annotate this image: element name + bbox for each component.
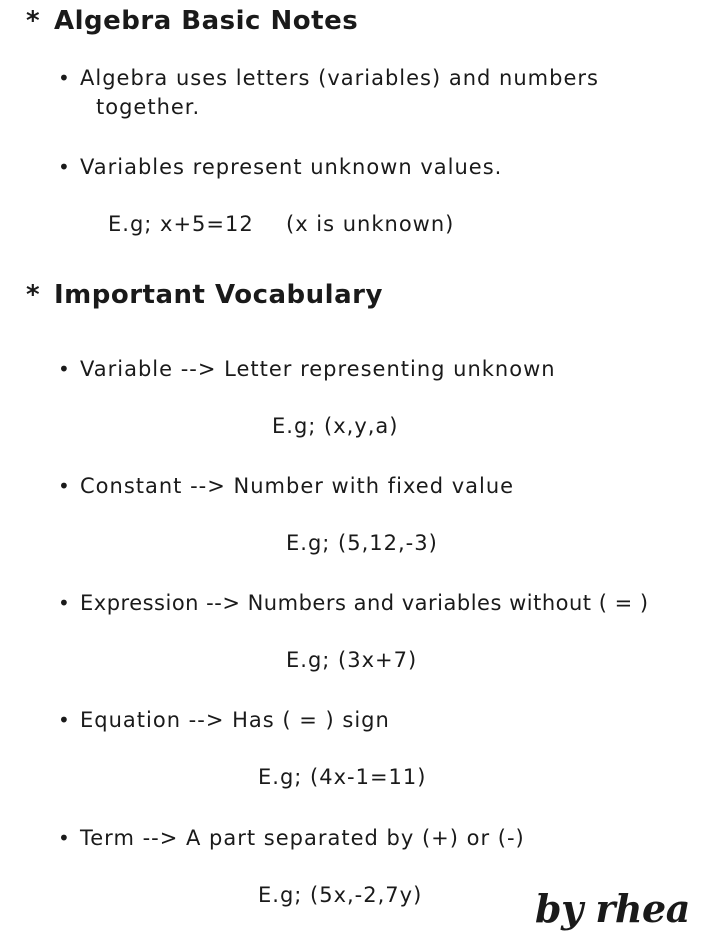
asterisk-icon: *	[26, 6, 41, 36]
vocab-definition: Expression --> Numbers and variables without ( = )	[80, 591, 649, 615]
list-item	[58, 64, 599, 92]
bullet-continuation: together.	[96, 95, 201, 119]
example-note: (x is unknown)	[286, 212, 455, 236]
vocab-example: E.g; (4x-1=11)	[258, 765, 427, 789]
list-item	[58, 589, 649, 617]
vocab-definition: Constant --> Number with fixed value	[80, 474, 515, 498]
vocab-example: E.g; (x,y,a)	[272, 414, 399, 438]
list-item	[58, 706, 390, 734]
bullet-icon: •	[58, 591, 71, 615]
vocab-definition: Term --> A part separated by (+) or (-)	[80, 826, 525, 850]
bullet-text: Variables represent unknown values.	[80, 155, 503, 179]
vocab-example: E.g; (5x,-2,7y)	[258, 883, 423, 907]
section-heading-vocabulary	[26, 280, 383, 310]
vocab-definition: Equation --> Has ( = ) sign	[80, 708, 390, 732]
bullet-icon: •	[58, 155, 71, 179]
vocab-example: E.g; (3x+7)	[286, 648, 418, 672]
vocab-example: E.g; (5,12,-3)	[286, 531, 438, 555]
bullet-icon: •	[58, 708, 71, 732]
bullet-icon: •	[58, 357, 71, 381]
list-item	[58, 153, 502, 181]
author-signature: by rhea	[535, 886, 690, 931]
list-item	[58, 824, 525, 852]
list-item	[58, 472, 514, 500]
vocab-definition: Variable --> Letter representing unknown	[80, 357, 556, 381]
list-item	[58, 355, 556, 383]
bullet-icon: •	[58, 66, 71, 90]
section-title: Algebra Basic Notes	[54, 6, 359, 36]
example-text: E.g; x+5=12	[108, 212, 254, 236]
bullet-icon: •	[58, 474, 71, 498]
section-heading-basic-notes	[26, 6, 358, 36]
bullet-text: Algebra uses letters (variables) and numbers	[80, 66, 599, 90]
asterisk-icon: *	[26, 280, 41, 310]
section-title: Important Vocabulary	[54, 280, 383, 310]
bullet-icon: •	[58, 826, 71, 850]
